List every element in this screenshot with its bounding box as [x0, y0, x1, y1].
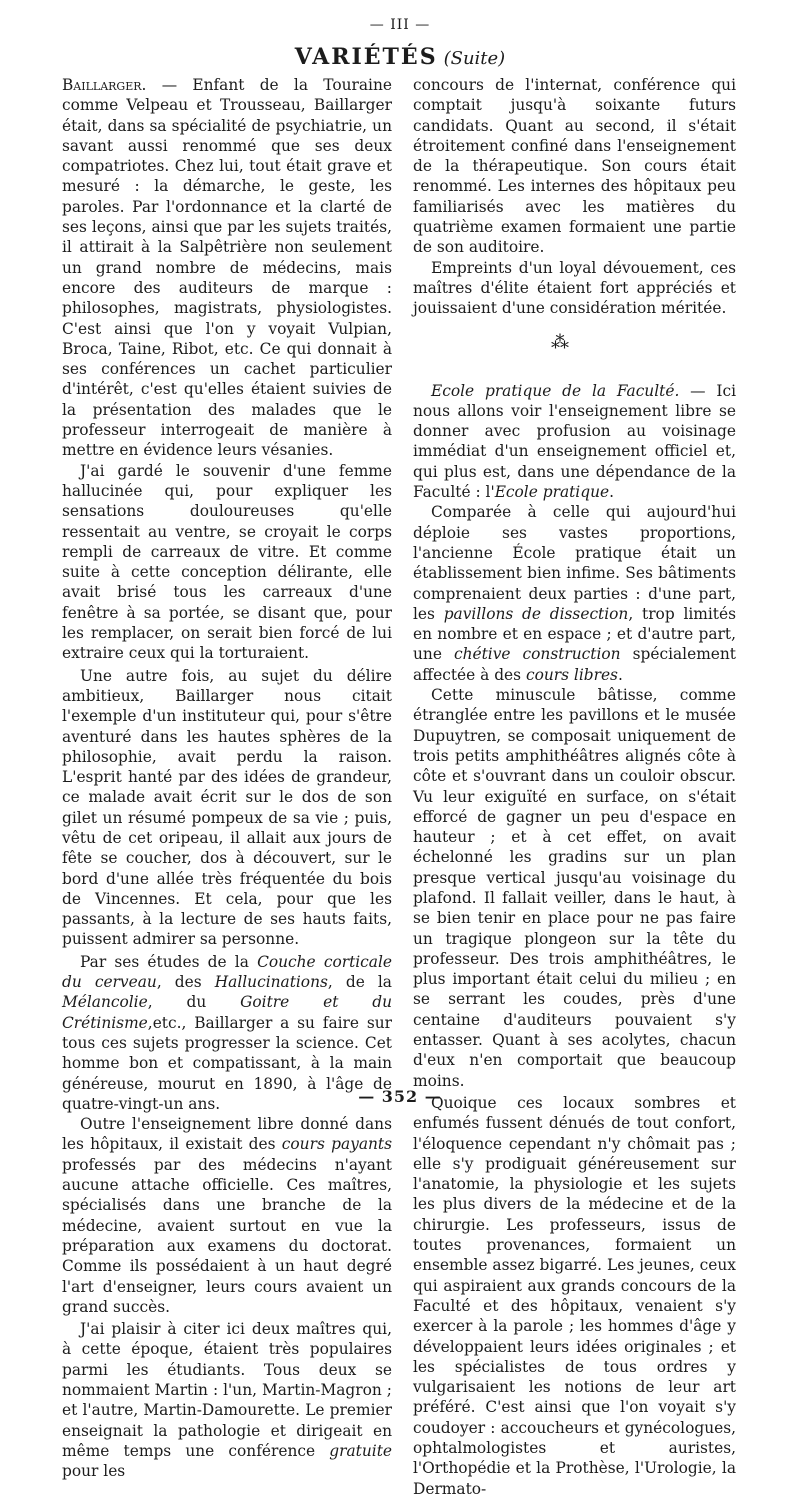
section-title-main: VARIÉTÉS — [294, 44, 438, 70]
paragraph — [62, 1319, 392, 1481]
paragraph: Cette minuscule bâtisse, comme étranglée entre les pavillons et le musée Dupuytren, se composait uniquement de trois petits amphithéâtres alignés côte à côte et s'ouvrant dans un couloir obscur. Vu leur exiguïté en surface, on s'était efforcé de gagner un peu d'espace en hauteur ; et à cet effet, on avait échelonné les gradins sur un plan presque vertical jusqu'au voisinage du plafond. Il fallait veiller, dans le haut, à se bien tenir en place pour ne pas faire un tragique plongeon sur la tête du professeur. Des trois amphithéâtres, le plus important était celui du milieu ; en se serrant les coudes, près d'une centaine d'auditeurs pouvaient s'y entasser. Quant à ses acolytes, chacun d'eux n'en comportait que beaucoup moins. — [413, 686, 736, 1090]
paragraph: Une autre fois, au sujet du délire ambitieux, Baillarger nous citait l'exemple d'un instituteur qui, pour s'être aventuré dans les hautes sphères de la philosophie, avait perdu la raison. L'esprit hanté par des idées de grandeur, ce malade avait écrit sur le dos de son gilet un résumé pompeux de sa vie ; puis, vêtu de cet oripeau, il allait aux jours de fête se coucher, dos à découvert, sur le bord d'une allée très fréquentée du bois de Vincennes. Et cela, pour que les passants, à la lecture de ses hauts faits, puissent admirer sa personne. — [62, 666, 392, 949]
paragraph: J'ai gardé le souvenir d'une femme hallucinée qui, pour expliquer les sensations douloureuses qu'elle ressentait au ventre, se croyait le corps rempli de carreaux de vitre. Et comme suite à cette conception délirante, elle avait brisé tous les carreaux d'une fenêtre à sa portée, se disant que, pour les remplacer, on serait bien forcé de lui extraire ceux qui la torturaient. — [62, 461, 392, 663]
italic-term: Ecole pratique — [494, 483, 610, 502]
asterism: ⁂ — [551, 331, 569, 353]
running-head: — III — — [369, 17, 431, 33]
text-run: professés par des médecins n'ayant aucune attache officielle. Ces maîtres, spécialisés dans une branche de la médecine, avaient surtout en vue la préparation aux examens du doctorat. Comme ils possédaient à un haut degré l'art d'enseigner, leurs cours avaient un grand succès. — [62, 1155, 392, 1316]
text-run: , des — [156, 973, 215, 992]
text-run: spécialement affectée à des — [413, 645, 736, 684]
paragraph — [62, 1114, 392, 1317]
italic-title: Goitre et du Crétinisme — [62, 993, 392, 1032]
page-number: — 352 — — [358, 1087, 442, 1106]
italic-term: cours libres — [525, 665, 618, 684]
italic-term: pavillons de dissection — [443, 604, 629, 623]
text-run: , trop limités en nombre et en espace ; et d'autre part, une — [413, 604, 736, 664]
italic-title: Mélancolie — [62, 993, 148, 1012]
paragraph: Empreints d'un loyal dévouement, ces maîtres d'élite étaient fort appréciés et jouissaient d'une considération méritée. — [413, 258, 736, 318]
right-column — [413, 75, 736, 1499]
section-title — [0, 44, 800, 70]
italic-term: gratuite — [329, 1441, 392, 1460]
text-run: pour les — [62, 1462, 126, 1481]
italic-heading: Ecole pratique de la Faculté. — [431, 381, 680, 400]
italic-title: Hallucinations — [214, 973, 328, 992]
text-run: Comparée à celle qui aujourd'hui déploie ses vastes proportions, l'ancienne École pratique était un établissement bien infime. Ses bâtiments comprenaient deux parties : d'une part, les — [413, 503, 736, 623]
italic-term: cours payants — [281, 1135, 393, 1154]
italic-term: chétive construction — [453, 645, 621, 664]
text-run: Par ses études de la — [80, 952, 258, 971]
left-column — [62, 75, 392, 1481]
paragraph: concours de l'internat, conférence qui comptait jusqu'à soixante futurs candidats. Quant au second, il s'était étroitement confiné dans l'enseignement de la thérapeutique. Son cours était renommé. Les internes des hôpitaux peu familiarisés avec les matières du quatrième examen formaient une partie de son auditoire. — [413, 76, 736, 257]
paragraph: Quoique ces locaux sombres et enfumés fussent dénués de tout confort, l'éloquence cependant n'y chômait pas ; elle s'y prodiguait généreusement sur l'anatomie, la physiologie et les sujets les plus divers de la médecine et de la chirurgie. Les professeurs, issus de toutes provenances, formaient un ensemble assez bigarré. Les jeunes, ceux qui aspiraient aux grands concours de la Faculté et des hôpitaux, venaient s'y exercer à la parole ; les hommes d'âge y développaient leurs idées originales ; et les spécialistes de tous ordres y vulgarisaient les notions de leur art préféré. C'est ainsi que l'on voyait s'y coudoyer : accoucheurs et gynécologues, ophtalmologistes et auristes, l'Orthopédie et la Prothèse, l'Urologie, la Dermato- — [413, 1093, 736, 1498]
text-run: . — [617, 665, 623, 684]
paragraph-text: — Enfant de la Touraine comme Velpeau et Trousseau, Baillarger était, dans sa spécialité de psychiatrie, un savant aussi renommé que ses deux compatriotes. Chez lui, tout était grave et mesuré : la démarche, le geste, les paroles. Par l'ordonnance et la clarté de ses leçons, ainsi que par les sujets traités, il attirait à la Salpêtrière non seulement un grand nombre de médecins, mais encore des auditeurs de marque : philosophes, magistrats, physiologistes. C'est ainsi que l'on y voyait Vulpian, Broca, Taine, Ribot, etc. Ce qui donnait à ses conférences un cachet particulier d'intérêt, c'est qu'elles étaient suivies de la présentation des malades que le professeur interrogeait de manière à mettre en évidence leurs vésanies. — [62, 76, 392, 460]
text-run: — Ici nous allons voir l'enseignement libre se donner avec profusion au voisinage immédiat d'un enseignement officiel et, qui plus est, dans une dépendance de la Faculté : l' — [413, 381, 737, 502]
paragraph — [413, 381, 736, 503]
section-separator — [413, 319, 736, 381]
text-run: . — [609, 483, 615, 502]
text-run: J'ai plaisir à citer ici deux maîtres qui, à cette époque, étaient très populaires parmi les étudiants. Tous deux se nommaient Martin : l'un, Martin-Magron ; et l'autre, Martin-Damourette. Le premier enseignait la pathologie et dirigeait en même temps une conférence — [62, 1320, 392, 1460]
section-title-suffix: (Suite) — [443, 48, 506, 69]
text-run: , du — [147, 993, 241, 1012]
paragraph — [413, 502, 736, 685]
italic-title: Couche corticale du cerveau — [62, 952, 392, 992]
text-run: , de la — [327, 973, 392, 992]
paragraph-lead-name: Baillarger. — [62, 76, 147, 94]
text-run: Outre l'enseignement libre donné dans les hôpitaux, il existait des — [62, 1115, 392, 1154]
text-run: ,etc., Baillarger a su faire sur tous ces sujets progresser la science. Cet homme bon et compatissant, à la main généreuse, mourut en 1890, à l'âge de quatre-vingt-un ans. — [62, 1013, 392, 1113]
paragraph — [62, 75, 392, 461]
